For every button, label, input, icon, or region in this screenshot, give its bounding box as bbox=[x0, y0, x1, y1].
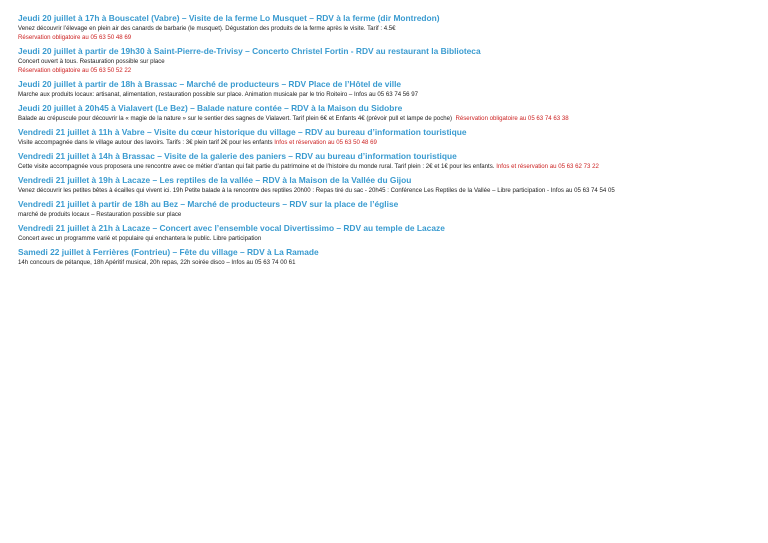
event-description bbox=[18, 114, 768, 123]
event-reservation: Réservation obligatoire au 05 63 50 52 22 bbox=[18, 67, 132, 74]
event-description bbox=[18, 138, 768, 147]
event-description: 14h concours de pétanque, 18h Apéritif musical, 20h repas, 22h soirée disco – Infos au 05 63 74 00 61 bbox=[18, 259, 296, 266]
event-entry bbox=[18, 79, 768, 99]
event-title: Jeudi 20 juillet à partir de 18h à Brassac – Marché de producteurs – RDV Place de l’Hôtel de ville bbox=[18, 79, 402, 89]
event-title: Jeudi 20 juillet à partir de 19h30 à Saint-Pierre-de-Trivisy – Concerto Christel Fortin - RDV au restaurant la Biblioteca bbox=[18, 46, 481, 56]
event-description-text: Cette visite accompagnée vous proposera une rencontre avec ce métier d’antan qui fait partie du patrimoine et de l’histoire du monde rural. Tarif plein : 2€ et 1€ pour les enfants. bbox=[18, 163, 495, 170]
event-description: Venez découvrir l’élevage en plein air des canards de barbarie (le musquet). Dégustation des produits de la ferme après le visite. Tarif : 4.5€ bbox=[18, 25, 396, 32]
event-description: Concert ouvert à tous. Restauration possible sur place bbox=[18, 58, 165, 65]
event-description: Venez découvrir les petites bêtes à écailles qui vivent ici. 19h Petite balade à la rencontre des reptiles 20h00 : Repas tiré du sac - 20h45 : Conférence Les Reptiles de la Vallée – Libre participation - Infos au 05 63 74 54 05 bbox=[18, 187, 615, 194]
event-description-text: Balade au crépuscule pour découvrir la « magie de la nature » sur le sentier des sagnes de Vialavert. Tarif plein 6€ et Enfants 4€ (prévoir pull et lampe de poche) bbox=[18, 115, 453, 122]
event-title: Jeudi 20 juillet à 20h45 à Vialavert (Le Bez) – Balade nature contée – RDV à la Maison du Sidobre bbox=[18, 103, 403, 113]
event-reservation: Réservation obligatoire au 05 63 50 48 69 bbox=[18, 34, 132, 41]
event-description: Marche aux produits locaux: artisanat, alimentation, restauration possible sur place. Animation musicale par le trio Roiteiro – Infos au 05 63 74 56 97 bbox=[18, 91, 419, 98]
event-entry bbox=[18, 127, 768, 147]
event-reservation: Infos et réservation au 05 63 50 48 69 bbox=[274, 139, 377, 146]
event-reservation: Infos et réservation au 05 63 62 73 22 bbox=[496, 163, 599, 170]
event-entry bbox=[18, 175, 768, 195]
event-entry bbox=[18, 13, 768, 42]
event-description bbox=[18, 162, 768, 171]
event-title: Vendredi 21 juillet à partir de 18h au Bez – Marché de producteurs – RDV sur la place de l’église bbox=[18, 199, 399, 209]
event-entry bbox=[18, 46, 768, 75]
event-description-text: Visite accompagnée dans le village autour des lavoirs. Tarifs : 3€ plein tarif 2€ pour les enfants bbox=[18, 139, 273, 146]
event-reservation: Réservation obligatoire au 05 63 74 63 38 bbox=[455, 115, 569, 122]
event-entry bbox=[18, 247, 768, 267]
event-title: Jeudi 20 juillet à 17h à Bouscatel (Vabre) – Visite de la ferme Lo Musquet – RDV à la ferme (dir Montredon) bbox=[18, 13, 440, 23]
event-description: marché de produits locaux – Restauration possible sur place bbox=[18, 211, 182, 218]
event-title: Vendredi 21 juillet à 21h à Lacaze – Concert avec l’ensemble vocal Divertissimo – RDV au temple de Lacaze bbox=[18, 223, 445, 233]
event-description: Concert avec un programme varié et populaire qui enchantera le public. Libre participation bbox=[18, 235, 262, 242]
event-title: Vendredi 21 juillet à 14h à Brassac – Visite de la galerie des paniers – RDV au bureau d’information touristique bbox=[18, 151, 457, 161]
event-entry bbox=[18, 103, 768, 123]
event-entry bbox=[18, 199, 768, 219]
event-title: Vendredi 21 juillet à 11h à Vabre – Visite du cœur historique du village – RDV au bureau d’information touristique bbox=[18, 127, 467, 137]
event-entry bbox=[18, 223, 768, 243]
event-title: Vendredi 21 juillet à 19h à Lacaze – Les reptiles de la vallée – RDV à la Maison de la Vallée du Gijou bbox=[18, 175, 412, 185]
event-entry bbox=[18, 151, 768, 171]
event-title: Samedi 22 juillet à Ferrières (Fontrieu) – Fête du village – RDV à La Ramade bbox=[18, 247, 319, 257]
